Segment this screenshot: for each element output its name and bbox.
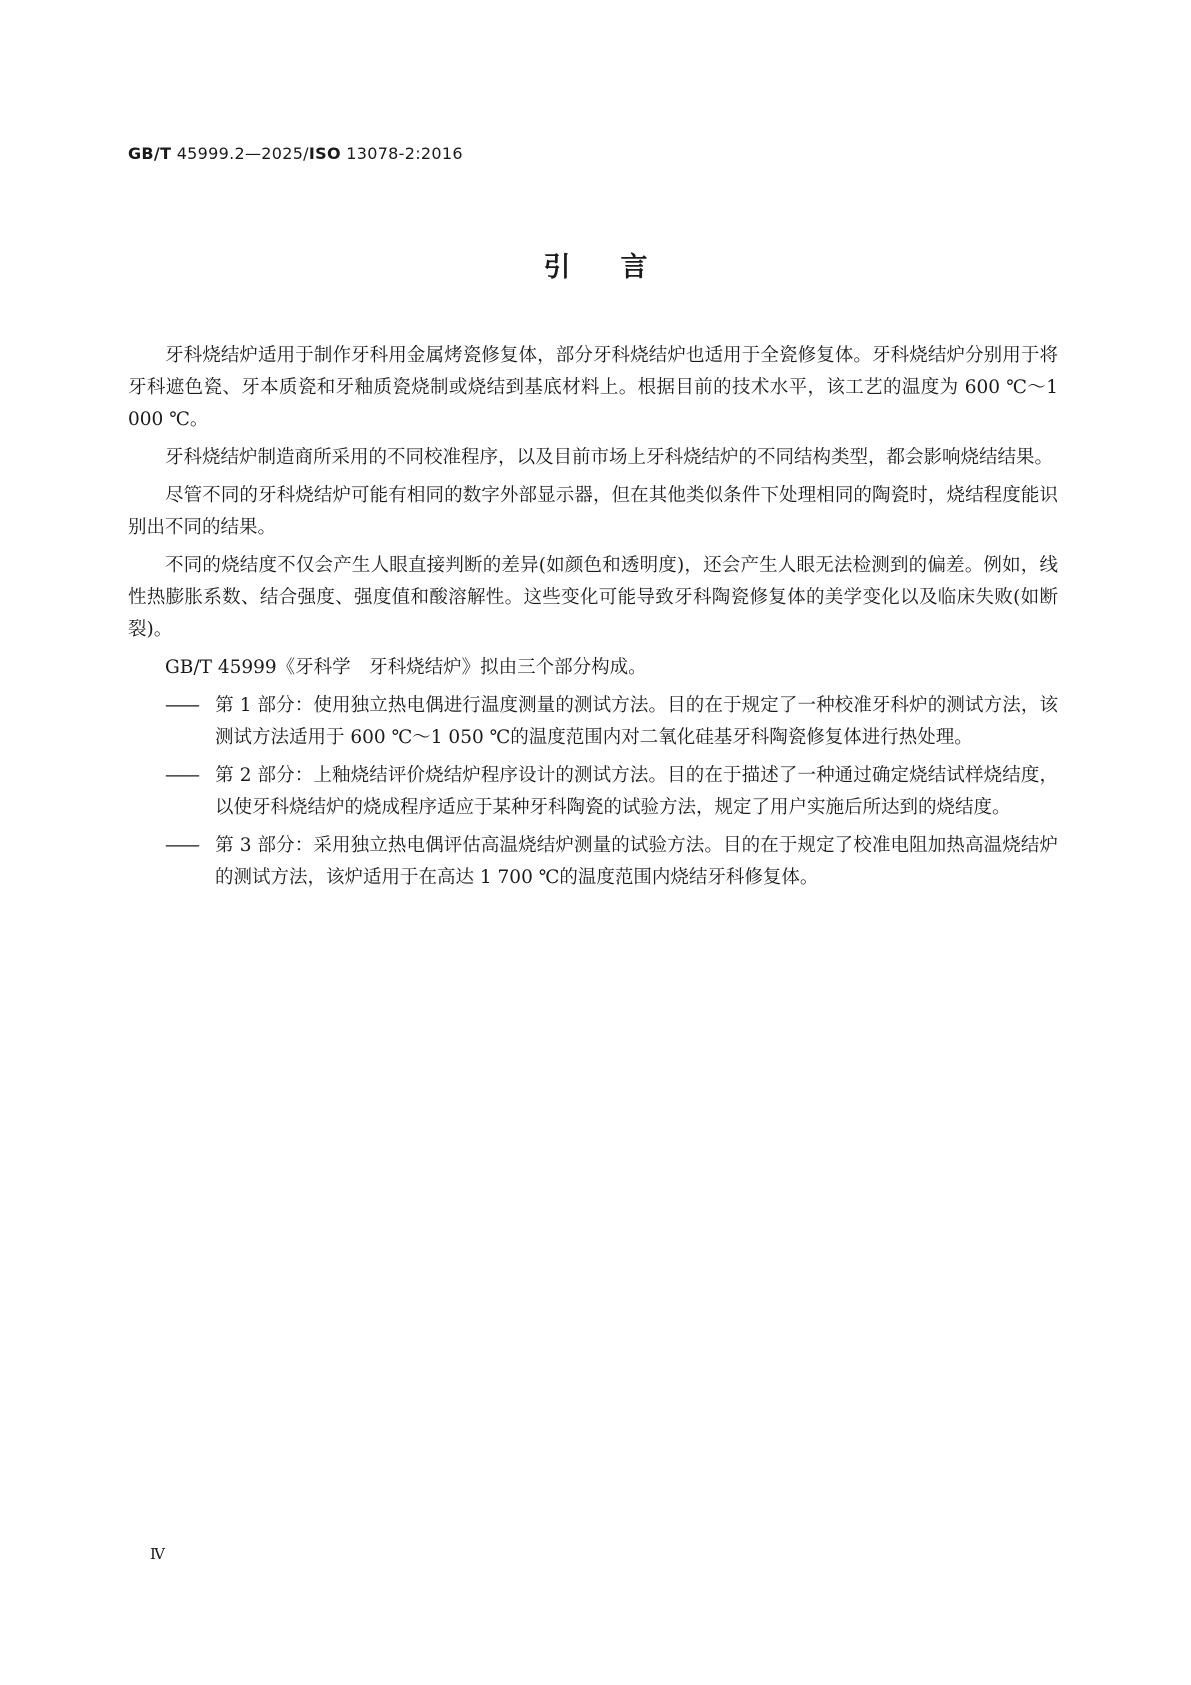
standard-prefix: GB/T	[128, 144, 172, 163]
standard-number: 45999.2—2025/	[176, 144, 309, 163]
paragraph-3: 尽管不同的牙科烧结炉可能有相同的数字外部显示器，但在其他类似条件下处理相同的陶瓷时，烧结程度能识别出不同的结果。	[128, 485, 1058, 538]
introduction-body	[128, 340, 1058, 900]
list-item-text: 第 1 部分：使用独立热电偶进行温度测量的测试方法。目的在于规定了一种校准牙科炉的测试方法，该测试方法适用于 600 ℃～1 050 ℃的温度范围内对二氧化硅基牙科陶瓷修复体进行热处理。	[215, 695, 1058, 748]
paragraph-1: 牙科烧结炉适用于制作牙科用金属烤瓷修复体，部分牙科烧结炉也适用于全瓷修复体。牙科烧结炉分别用于将牙科遮色瓷、牙本质瓷和牙釉质瓷烧制或烧结到基底材料上。根据目前的技术水平，该工艺的温度为 600 ℃～1 000 ℃。	[128, 345, 1058, 430]
paragraph-2: 牙科烧结炉制造商所采用的不同校准程序，以及目前市场上牙科烧结炉的不同结构类型，都会影响烧结结果。	[165, 447, 1054, 468]
paragraph-5: GB/T 45999《牙科学 牙科烧结炉》拟由三个部分构成。	[165, 657, 647, 678]
iso-prefix: ISO	[308, 144, 341, 163]
page-title: 引言	[543, 252, 698, 283]
list-item-part-2	[128, 760, 1058, 824]
list-item-text: 第 3 部分：采用独立热电偶评估高温烧结炉测量的试验方法。目的在于规定了校准电阻加热高温烧结炉的测试方法，该炉适用于在高达 1 700 ℃的温度范围内烧结牙科修复体。	[215, 835, 1058, 888]
list-item-text: 第 2 部分：上釉烧结评价烧结炉程序设计的测试方法。目的在于描述了一种通过确定烧结试样烧结度，以使牙科烧结炉的烧成程序适应于某种牙科陶瓷的试验方法，规定了用户实施后所达到的烧结度。	[215, 765, 1058, 818]
paragraph-4: 不同的烧结度不仅会产生人眼直接判断的差异(如颜色和透明度)，还会产生人眼无法检测到的偏差。例如，线性热膨胀系数、结合强度、强度值和酸溶解性。这些变化可能导致牙科陶瓷修复体的美学变化以及临床失败(如断裂)。	[128, 555, 1058, 640]
list-dash: ——	[165, 765, 198, 786]
document-code-header	[128, 144, 463, 163]
list-item-part-1	[128, 690, 1058, 754]
iso-number: 13078-2:2016	[346, 144, 463, 163]
page-number: Ⅳ	[150, 1545, 165, 1563]
list-item-part-3	[128, 830, 1058, 894]
list-dash: ——	[165, 695, 198, 716]
list-dash: ——	[165, 835, 198, 856]
